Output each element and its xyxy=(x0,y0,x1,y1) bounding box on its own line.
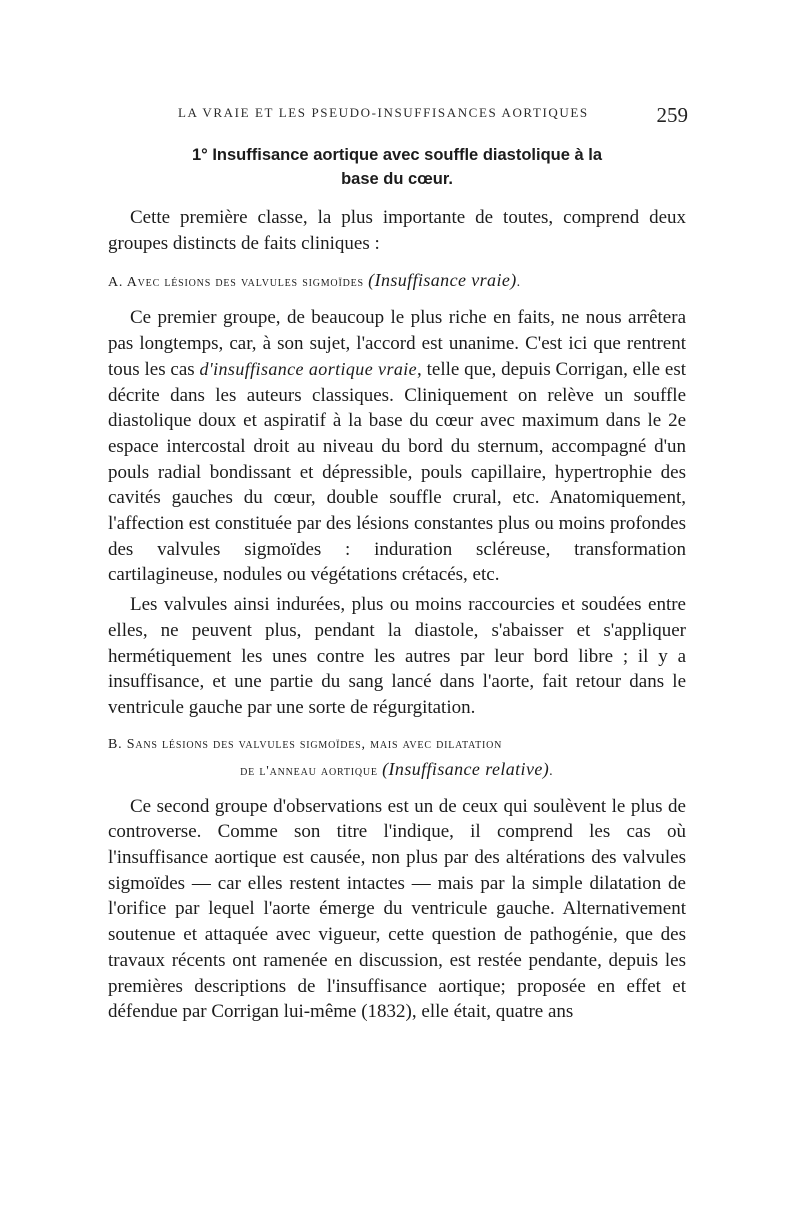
subhead-b xyxy=(108,733,686,784)
page-header xyxy=(108,103,688,127)
page-number: 259 xyxy=(656,103,688,127)
subhead-b-italic: (Insuffisance relative) xyxy=(382,758,550,779)
paragraph-a1-after: , telle que, depuis Corrigan, elle est décrite dans les auteurs classiques. Cliniquement on relève un souffle diastolique doux et aspiratif à la base du cœur avec maximum dans le 2e espace intercostal droit au niveau du bord du sternum, accompagné d'un pouls radial bondissant et dépressible, pouls capillaire, hypertrophie des cavités gauches du cœur, double souffle crural, etc. Anatomiquement, l'affection est constituée par des lésions constantes plus ou moins profondes des valvules sigmoïdes : induration scléreuse, transformation cartilagineuse, nodules ou végétations crétacés, etc. xyxy=(108,358,686,586)
subhead-a-end: . xyxy=(516,275,522,291)
intro-paragraph: Cette première classe, la plus importante de toutes, comprend deux groupes distincts de faits cliniques : xyxy=(108,207,686,254)
section-title xyxy=(108,143,686,191)
subhead-b-line1: B. Sans lésions des valvules sigmoïdes, mais avec dilatation xyxy=(108,736,503,752)
subhead-a-label: A. Avec lésions des valvules sigmoïdes xyxy=(108,275,369,291)
paragraph-a1 xyxy=(108,305,686,588)
subhead-b-end: . xyxy=(549,763,554,779)
paragraph-a1-before: Ce premier groupe, de beaucoup le plus riche en faits, ne nous arrêtera pas longtemps, car, à son sujet, l'accord est unanime. C'est ici que rentrent tous les cas xyxy=(108,307,686,380)
subhead-a-italic: (Insuffisance vraie) xyxy=(368,270,517,291)
section-title-line2: base du cœur. xyxy=(341,170,453,188)
paragraph-a2: Les valvules ainsi indurées, plus ou moins raccourcies et soudées entre elles, ne peuvent plus, pendant la diastole, s'abaisser et s'appliquer hermétiquement les unes contre les autres par leur bord libre ; il y a insuffisance, et une partie du sang lancé dans l'aorte, fait retour dans le ventricule gauche par une sorte de régurgitation. xyxy=(108,594,686,718)
paragraph-b1: Ce second groupe d'observations est un de ceux qui soulèvent le plus de controverse. Comme son titre l'indique, il comprend les cas où l'insuffisance aortique est causée, non plus par des altérations des valvules sigmoïdes — car elles restent intactes — mais par la simple dilatation de l'orifice par lequel l'aorte émerge du ventricule gauche. Alternativement soutenue et attaquée avec vigueur, cette question de pathogénie, que des travaux récents ont ramenée en discussion, est restée pendante, depuis les premières descriptions de l'insuffisance aortique; proposée en effet et défendue par Corrigan lui-même (1832), elle était, quatre ans xyxy=(108,795,686,1023)
section-title-line1: 1° Insuffisance aortique avec souffle diastolique à la xyxy=(191,146,603,164)
subhead-b-line2-label: de l'anneau aortique xyxy=(240,763,383,779)
subhead-a xyxy=(108,268,686,295)
running-title: LA VRAIE ET LES PSEUDO-INSUFFISANCES AORTIQUES xyxy=(178,105,589,120)
page-body xyxy=(108,143,686,1029)
subhead-b-line2 xyxy=(108,757,686,784)
paragraph-a1-italic: d'insuffisance aortique vraie xyxy=(199,358,418,379)
